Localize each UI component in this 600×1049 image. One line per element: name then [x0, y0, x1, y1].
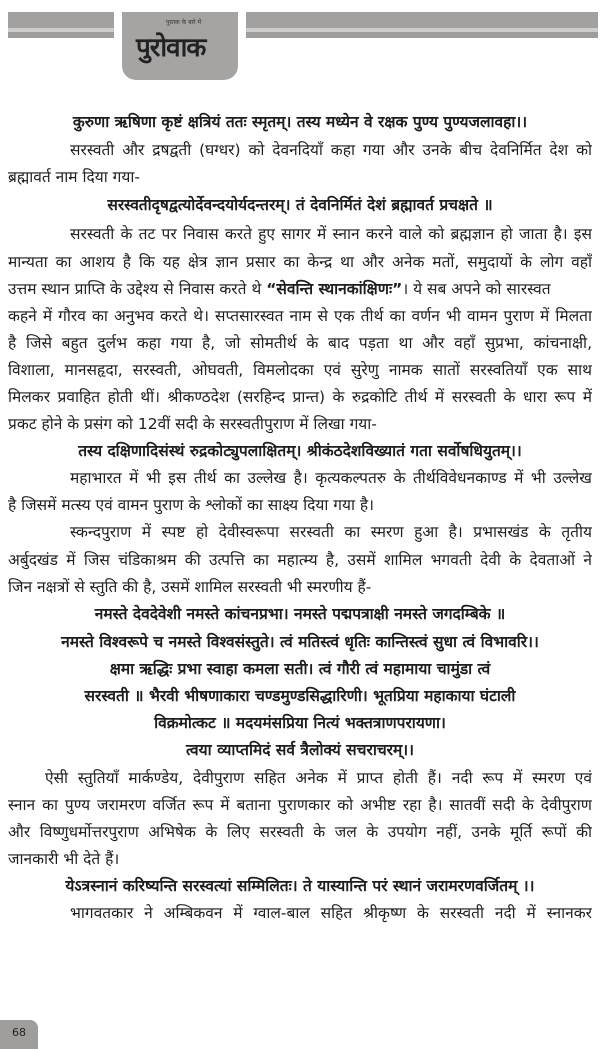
verse-line: त्वया व्याप्तमिदं सर्व त्रैलोक्यं सचराचरम्।। [185, 741, 415, 759]
verse-line: कुरुणा ऋषिणा कृष्टं क्षत्रियं ततः स्मृतम्। तस्य मध्येन वे रक्षक पुण्य पुण्यजलावहा।। [72, 113, 528, 131]
quoted-phrase: “सेवन्ति स्थानकांक्षिणः” [266, 280, 403, 298]
text-line: मान्यता का आशय है कि यह क्षेत्र ज्ञान प्रसार का केन्द्र था और अनेक मतों, समुदायों के लोग वहाँ [8, 253, 592, 271]
text-line: जिन नक्षत्रों से स्तुति की है, उसमें शामिल सरस्वती भी स्मरणीय हैं- [8, 578, 372, 596]
text-line: है जिसमें मत्स्य एवं वामन पुराण के श्लोकों का साक्ष्य दिया गया है। [8, 496, 375, 514]
verse-line: विक्रमोत्कट ॥ मदयमंसप्रिया नित्यं भक्तत्राणपरायणा। [154, 714, 446, 732]
verse-line: क्षमा ऋद्धिः प्रभा स्वाहा कमला सती। त्वं गौरी त्वं महामाया चामुंडा त्वं [109, 660, 491, 678]
text-line: मिलकर प्रवाहित होती थीं। श्रीकण्ठदेश (सरहिन्द प्रान्त) के रुद्रकोटि तीर्थ में सरस्वती के धारा रूप में [8, 388, 592, 406]
text-line: प्रकट होने के प्रसंग को 12वीं सदी के सरस्वतीपुराण में लिखा गया- [8, 415, 377, 433]
verse-line: तस्य दक्षिणादिसंस्थं रुद्रकोट्युपलाक्षितम्। श्रीकंठदेशविख्यातं गता सर्वोषधियुतम्।। [78, 442, 522, 460]
text-segment: उत्तम स्थान प्राप्ति के उद्देश्य से निवास करते थे [8, 280, 262, 298]
header-bar-right [246, 12, 598, 38]
text-line: अर्बुदखंड में जिस चंडिकाश्रम की उत्पत्ति का महात्म्य है, उसमें शामिल भगवती देवी के देवताओं ने [8, 551, 592, 569]
text-line: ऐसी स्तुतियाँ मार्कण्डेय, देवीपुराण सहित अनेक में प्राप्त होती हैं। नदी रूप में स्मरण एवं [45, 769, 592, 787]
verse-line: नमस्ते विश्वरूपे च नमस्ते विश्वसंस्तुते। त्वं मतिस्त्वं धृतिः कान्तिस्त्वं सुधा त्वं विभावरि।। [61, 633, 539, 651]
text-line: जानकारी भी देते हैं। [8, 850, 120, 868]
text-line: स्नान का पुण्य जरामरण वर्जित रूप में बताना पुराणकार को अभीष्ट रहा है। सातवीं सदी के देवीपुराण [8, 796, 592, 814]
text-segment: । ये सब अपने को सारस्वत [402, 280, 551, 298]
page-number: 68 [0, 1020, 38, 1049]
text-line: सरस्वती और द्रषद्वती (घग्धर) को देवनदियाँ कहा गया और उनके बीच देवनिर्मित देश को [70, 141, 592, 159]
text-line: विशाला, मानसहृदा, सरस्वती, ओघवती, विमलोदका एवं सुरेणु नामक सातों सरस्वतियाँ एक साथ [8, 361, 592, 379]
verse-line: नमस्ते देवदेवेशी नमस्ते कांचनप्रभा। नमस्ते पद्मपत्राक्षी नमस्ते जगदम्बिके ॥ [94, 605, 506, 623]
text-line [8, 275, 592, 303]
section-tab [122, 12, 238, 80]
text-line: ब्रह्मावर्त नाम दिया गया- [8, 168, 140, 186]
text-line: है जिसे बहुत दुर्लभ कहा गया है, जो सोमतीर्थ के बाद पड़ता था और वहाँ सुप्रभा, कांचनाक्षी, [8, 334, 592, 352]
text-line: सरस्वती के तट पर निवास करते हुए सागर में स्नान करने वाले को ब्रह्मज्ञान हो जाता है। इस [70, 225, 592, 243]
text-line: महाभारत में भी इस तीर्थ का उल्लेख है। कृत्यकल्पतरु के तीर्थविवेधनकाण्ड में भी उल्लेख [70, 469, 592, 487]
section-logo: पुरोवाक [136, 33, 206, 63]
verse-line: सरस्वतीदृषद्वत्योर्देवन्दयोर्यदन्तरम्। तं देवनिर्मितं देशं ब्रह्मावर्त प्रचक्षते ॥ [107, 196, 493, 214]
header-bar-left [8, 12, 114, 38]
text-line: कहने में गौरव का अनुभव करते थे। सप्तसारस्वत नाम से एक तीर्थ का वर्णन भी वामन पुराण में मिलता [8, 307, 592, 325]
section-tagline: पुस्तक के बारे में [166, 19, 202, 26]
verse-line: येऽत्रस्नानं करिष्यन्ति सरस्वत्यां सम्मिलितः। ते यास्यान्ति परं स्थानं जरामरणवर्जितम् ।। [65, 877, 535, 895]
text-line: और विष्णुधर्मोत्तरपुराण अभिषेक के लिए सरस्वती के जल के उपयोग नहीं, उनके मूर्ति रूपों की [8, 823, 592, 841]
text-line: भागवतकार ने अम्बिकवन में ग्वाल-बाल सहित श्रीकृष्ण के सरस्वती नदी में स्नानकर [70, 904, 592, 922]
verse-line: सरस्वती ॥ भैरवी भीषणाकारा चण्डमुण्डसिद्धारिणी। भूतप्रिया महाकाया घंटाली [84, 687, 516, 705]
text-line: स्कन्दपुराण में स्पष्ट हो देवीस्वरूपा सरस्वती का स्मरण हुआ है। प्रभासखंड के तृतीय [70, 523, 592, 541]
